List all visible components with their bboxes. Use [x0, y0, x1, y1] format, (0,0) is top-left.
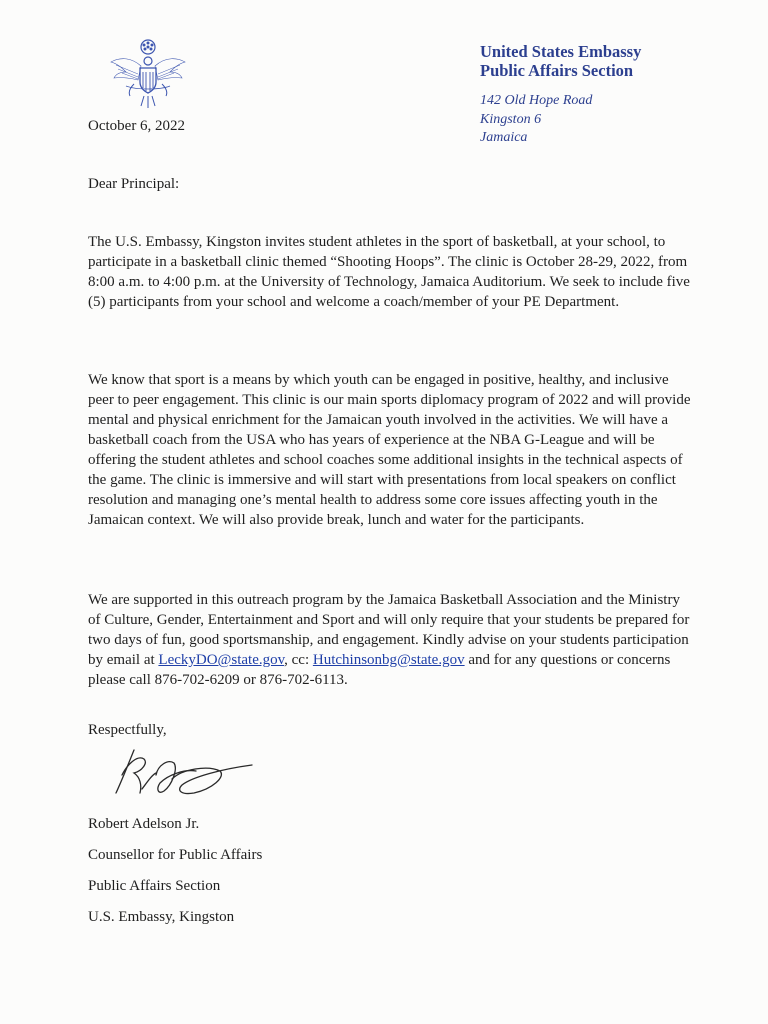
address-line-1: 142 Old Hope Road [480, 93, 593, 108]
salutation: Dear Principal: [88, 176, 180, 192]
letter-date: October 6, 2022 [88, 118, 186, 134]
signature-block [88, 814, 262, 938]
address-line-3: Jamaica [480, 130, 528, 145]
body-paragraph-3 [88, 590, 692, 690]
signer-title: Counsellor for Public Affairs [88, 847, 263, 863]
signer-section: Public Affairs Section [88, 878, 221, 894]
signer-name: Robert Adelson Jr. [88, 816, 200, 832]
handwritten-signature [112, 745, 262, 805]
section-name: Public Affairs Section [480, 61, 634, 80]
email-link-hutchinson[interactable]: Hutchinsonbg@state.gov [312, 652, 465, 668]
paragraph-3-text-after: and for any questions or concerns please call 876-702-6209 or 876-702-6113. [88, 652, 671, 688]
email-link-lecky[interactable]: LeckyDO@state.gov [158, 652, 285, 668]
paragraph-3-text-before: We are supported in this outreach program by the Jamaica Basketball Association and the Ministry of Culture, Gender, Entertainment and Sport and will only require that your students be prepared for two days of fun, good sportsmanship, and engagement. Kindly advise on your students participation by email at [88, 592, 690, 668]
signer-organization: U.S. Embassy, Kingston [88, 909, 235, 925]
body-paragraph-2: We know that sport is a means by which youth can be engaged in positive, healthy, and inclusive peer to peer engagement. This clinic is our main sports diplomacy program of 2022 and will provide mental and physical enrichment for the Jamaican youth involved in the activities. We will have a basketball coach from the USA who has years of experience at the NBA G-League and will be offering the student athletes and school coaches some additional insights in the technical aspects of the game. The clinic is immersive and will start with presentations from local speakers on conflict resolution and managing one’s mental health to address some core issues affecting youth in the Jamaican context. We will also provide break, lunch and water for the participants. [88, 372, 691, 528]
body-paragraph-1: The U.S. Embassy, Kingston invites student athletes in the sport of basketball, at your school, to participate in a basketball clinic themed “Shooting Hoops”. The clinic is October 28-29, 2022, from 8:00 a.m. to 4:00 p.m. at the University of Technology, Jamaica Auditorium. We seek to include five (5) participants from your school and welcome a coach/member of your PE Department. [88, 234, 690, 310]
embassy-name: United States Embassy [480, 42, 642, 61]
great-seal-eagle-icon [108, 38, 188, 110]
closing: Respectfully, [88, 722, 167, 738]
paragraph-3-text-middle: , cc: [284, 652, 313, 668]
letterhead [480, 42, 641, 148]
address-line-2: Kingston 6 [480, 111, 542, 127]
embassy-address [480, 92, 641, 148]
